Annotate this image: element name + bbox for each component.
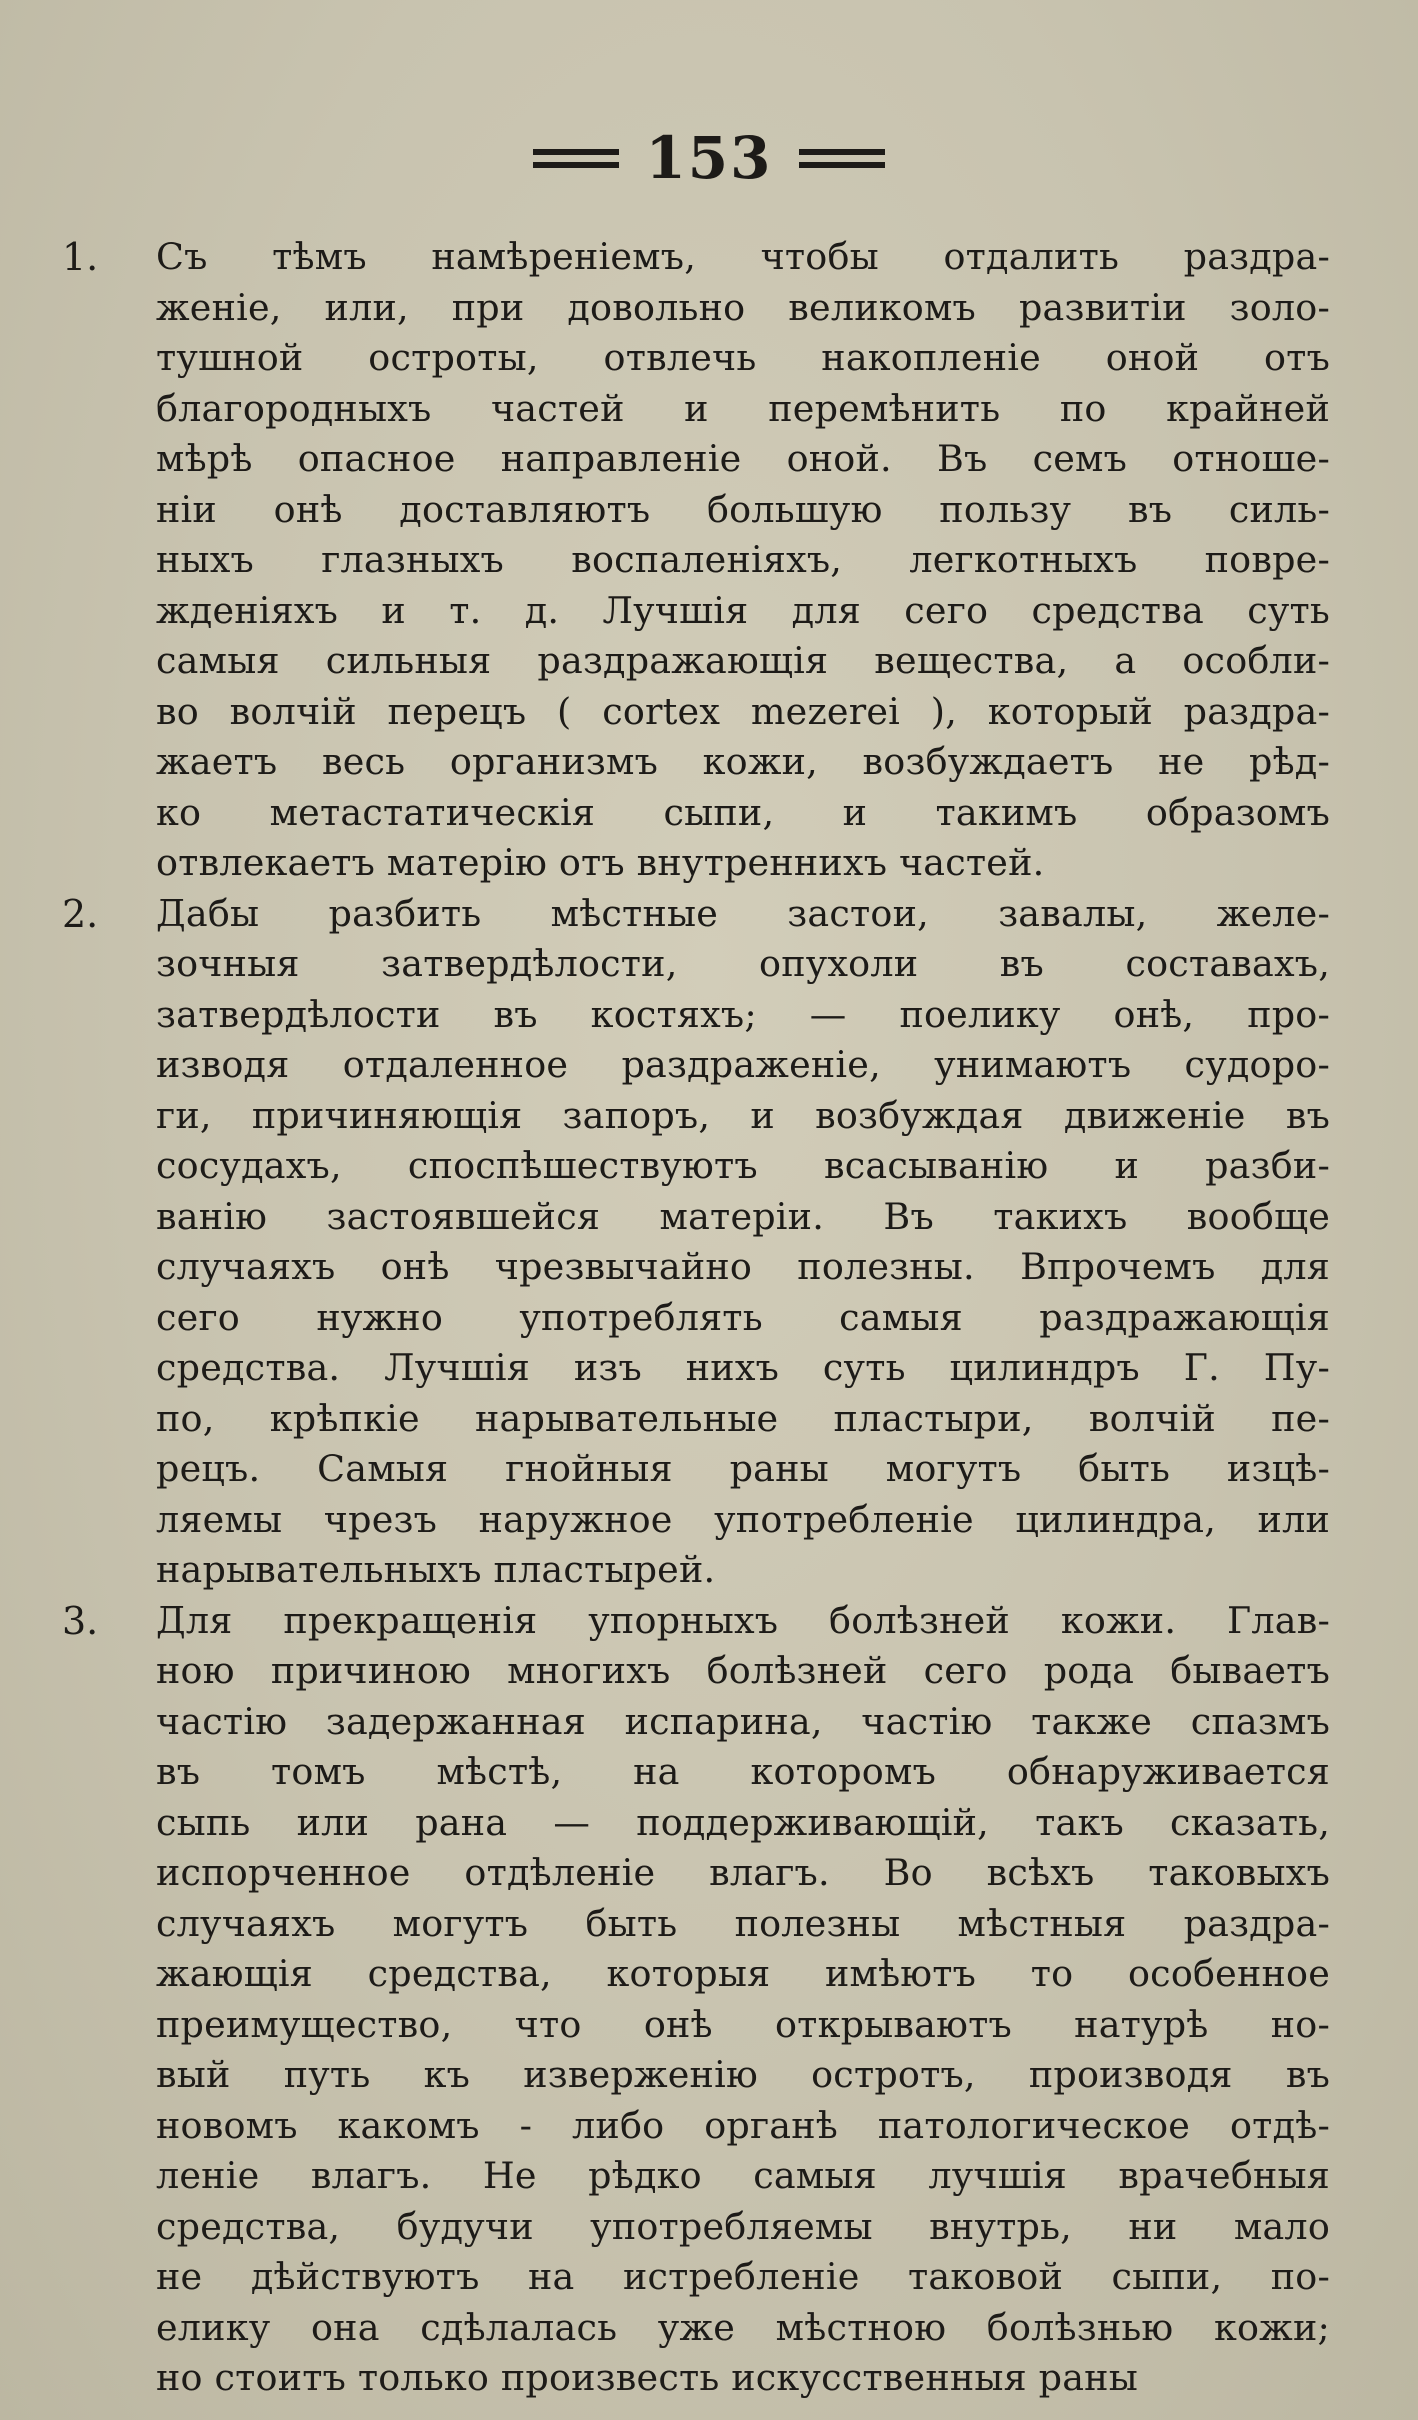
text-line: новомъ какомъ - либо органѣ патологическое отдѣ- [156, 2103, 1330, 2147]
text-line: ляемы чрезъ наружное употребленіе цилиндра, или [156, 1497, 1330, 1541]
page-body-text [62, 232, 1330, 2404]
left-double-rule [533, 149, 619, 168]
text-line: жающія средства, которыя имѣютъ то особенное [156, 1952, 1330, 1995]
text-line: случаяхъ могутъ быть полезны мѣстныя раздра- [156, 1901, 1330, 1945]
text-line: Съ тѣмъ намѣреніемъ, чтобы отдалить раздра- [156, 235, 1330, 278]
text-line: сосудахъ, споспѣшествуютъ всасыванію и разби- [156, 1144, 1330, 1187]
text-line: ною причиною многихъ болѣзней сего рода бываетъ [156, 1649, 1330, 1692]
text-line: женіе, или, при довольно великомъ развитіи золо- [156, 285, 1330, 329]
text-line: отвлекаетъ матерію отъ внутреннихъ частей. [156, 841, 1045, 884]
numbered-paragraph [62, 889, 1330, 1596]
text-line: но стоитъ только произвесть искусственныя раны [156, 2356, 1138, 2399]
text-line: средства, будучи употребляемы внутрь, ни мало [156, 2204, 1330, 2248]
text-line: не дѣйствуютъ на истребленіе таковой сыпи, по- [156, 2255, 1330, 2298]
page-header [0, 124, 1418, 192]
text-line: вый путь къ изверженію остротъ, производя въ [156, 2053, 1330, 2096]
paragraph-number: 1. [62, 235, 99, 279]
text-line: леніе влагъ. Не рѣдко самыя лучшія врачебныя [156, 2154, 1330, 2197]
text-line: изводя отдаленное раздраженіе, унимаютъ судоро- [156, 1043, 1330, 1086]
text-line: жаетъ весь организмъ кожи, возбуждаетъ не рѣд- [156, 740, 1330, 783]
text-line: жденіяхъ и т. д. Лучшія для сего средства суть [156, 588, 1330, 632]
text-line: въ томъ мѣстѣ, на которомъ обнаруживается [156, 1750, 1330, 1793]
text-line: тушной остроты, отвлечь накопленіе оной отъ [156, 336, 1330, 379]
text-line: сего нужно употреблять самыя раздражающія [156, 1295, 1330, 1339]
text-line: мѣрѣ опасное направленіе оной. Въ семъ отноше- [156, 437, 1330, 480]
page-number: 153 [645, 124, 773, 192]
text-line: ванію застоявшейся матеріи. Въ такихъ вообще [156, 1194, 1330, 1238]
text-line: затвердѣлости въ костяхъ; — поелику онѣ, про- [156, 992, 1330, 1036]
text-line: случаяхъ онѣ чрезвычайно полезны. Впрочемъ для [156, 1245, 1330, 1288]
text-line: частію задержанная испарина, частію также спазмъ [156, 1699, 1330, 1743]
text-line: преимущество, что онѣ открываютъ натурѣ но- [156, 2002, 1330, 2046]
text-line: благородныхъ частей и перемѣнить по крайней [156, 386, 1330, 430]
text-line: Дабы разбить мѣстные застои, завалы, желе- [156, 891, 1330, 935]
text-line: по, крѣпкіе нарывательные пластыри, волчій пе- [156, 1396, 1330, 1440]
text-line: рецъ. Самыя гнойныя раны могутъ быть изцѣ- [156, 1447, 1330, 1490]
text-line: нарывательныхъ пластырей. [156, 1548, 716, 1591]
text-line: ныхъ глазныхъ воспаленіяхъ, легкотныхъ повре- [156, 538, 1330, 581]
text-line: ко метастатическія сыпи, и такимъ образомъ [156, 790, 1330, 834]
text-line: испорченное отдѣленіе влагъ. Во всѣхъ таковыхъ [156, 1851, 1330, 1894]
text-line: ги, причиняющія запоръ, и возбуждая движеніе въ [156, 1093, 1330, 1137]
text-line: во волчій перецъ ( cortex mezerei ), который раздра- [156, 689, 1330, 733]
right-double-rule [799, 149, 885, 168]
numbered-paragraph [62, 1596, 1330, 2404]
text-line: елику она сдѣлалась уже мѣстною болѣзнью кожи; [156, 2305, 1330, 2349]
text-line: Для прекращенія упорныхъ болѣзней кожи. Глав- [156, 1598, 1330, 1642]
text-line: самыя сильныя раздражающія вещества, а особли- [156, 639, 1330, 682]
paragraph-number: 3. [62, 1598, 99, 1643]
text-line: зочныя затвердѣлости, опухоли въ составахъ, [156, 942, 1330, 985]
text-line: сыпь или рана — поддерживающій, такъ сказать, [156, 1800, 1330, 1844]
numbered-paragraph [62, 232, 1330, 889]
text-line: ніи онѣ доставляютъ большую пользу въ силь- [156, 487, 1330, 531]
paragraph-number: 2. [62, 891, 99, 936]
text-line: средства. Лучшія изъ нихъ суть цилиндръ Г. Пу- [156, 1346, 1330, 1389]
